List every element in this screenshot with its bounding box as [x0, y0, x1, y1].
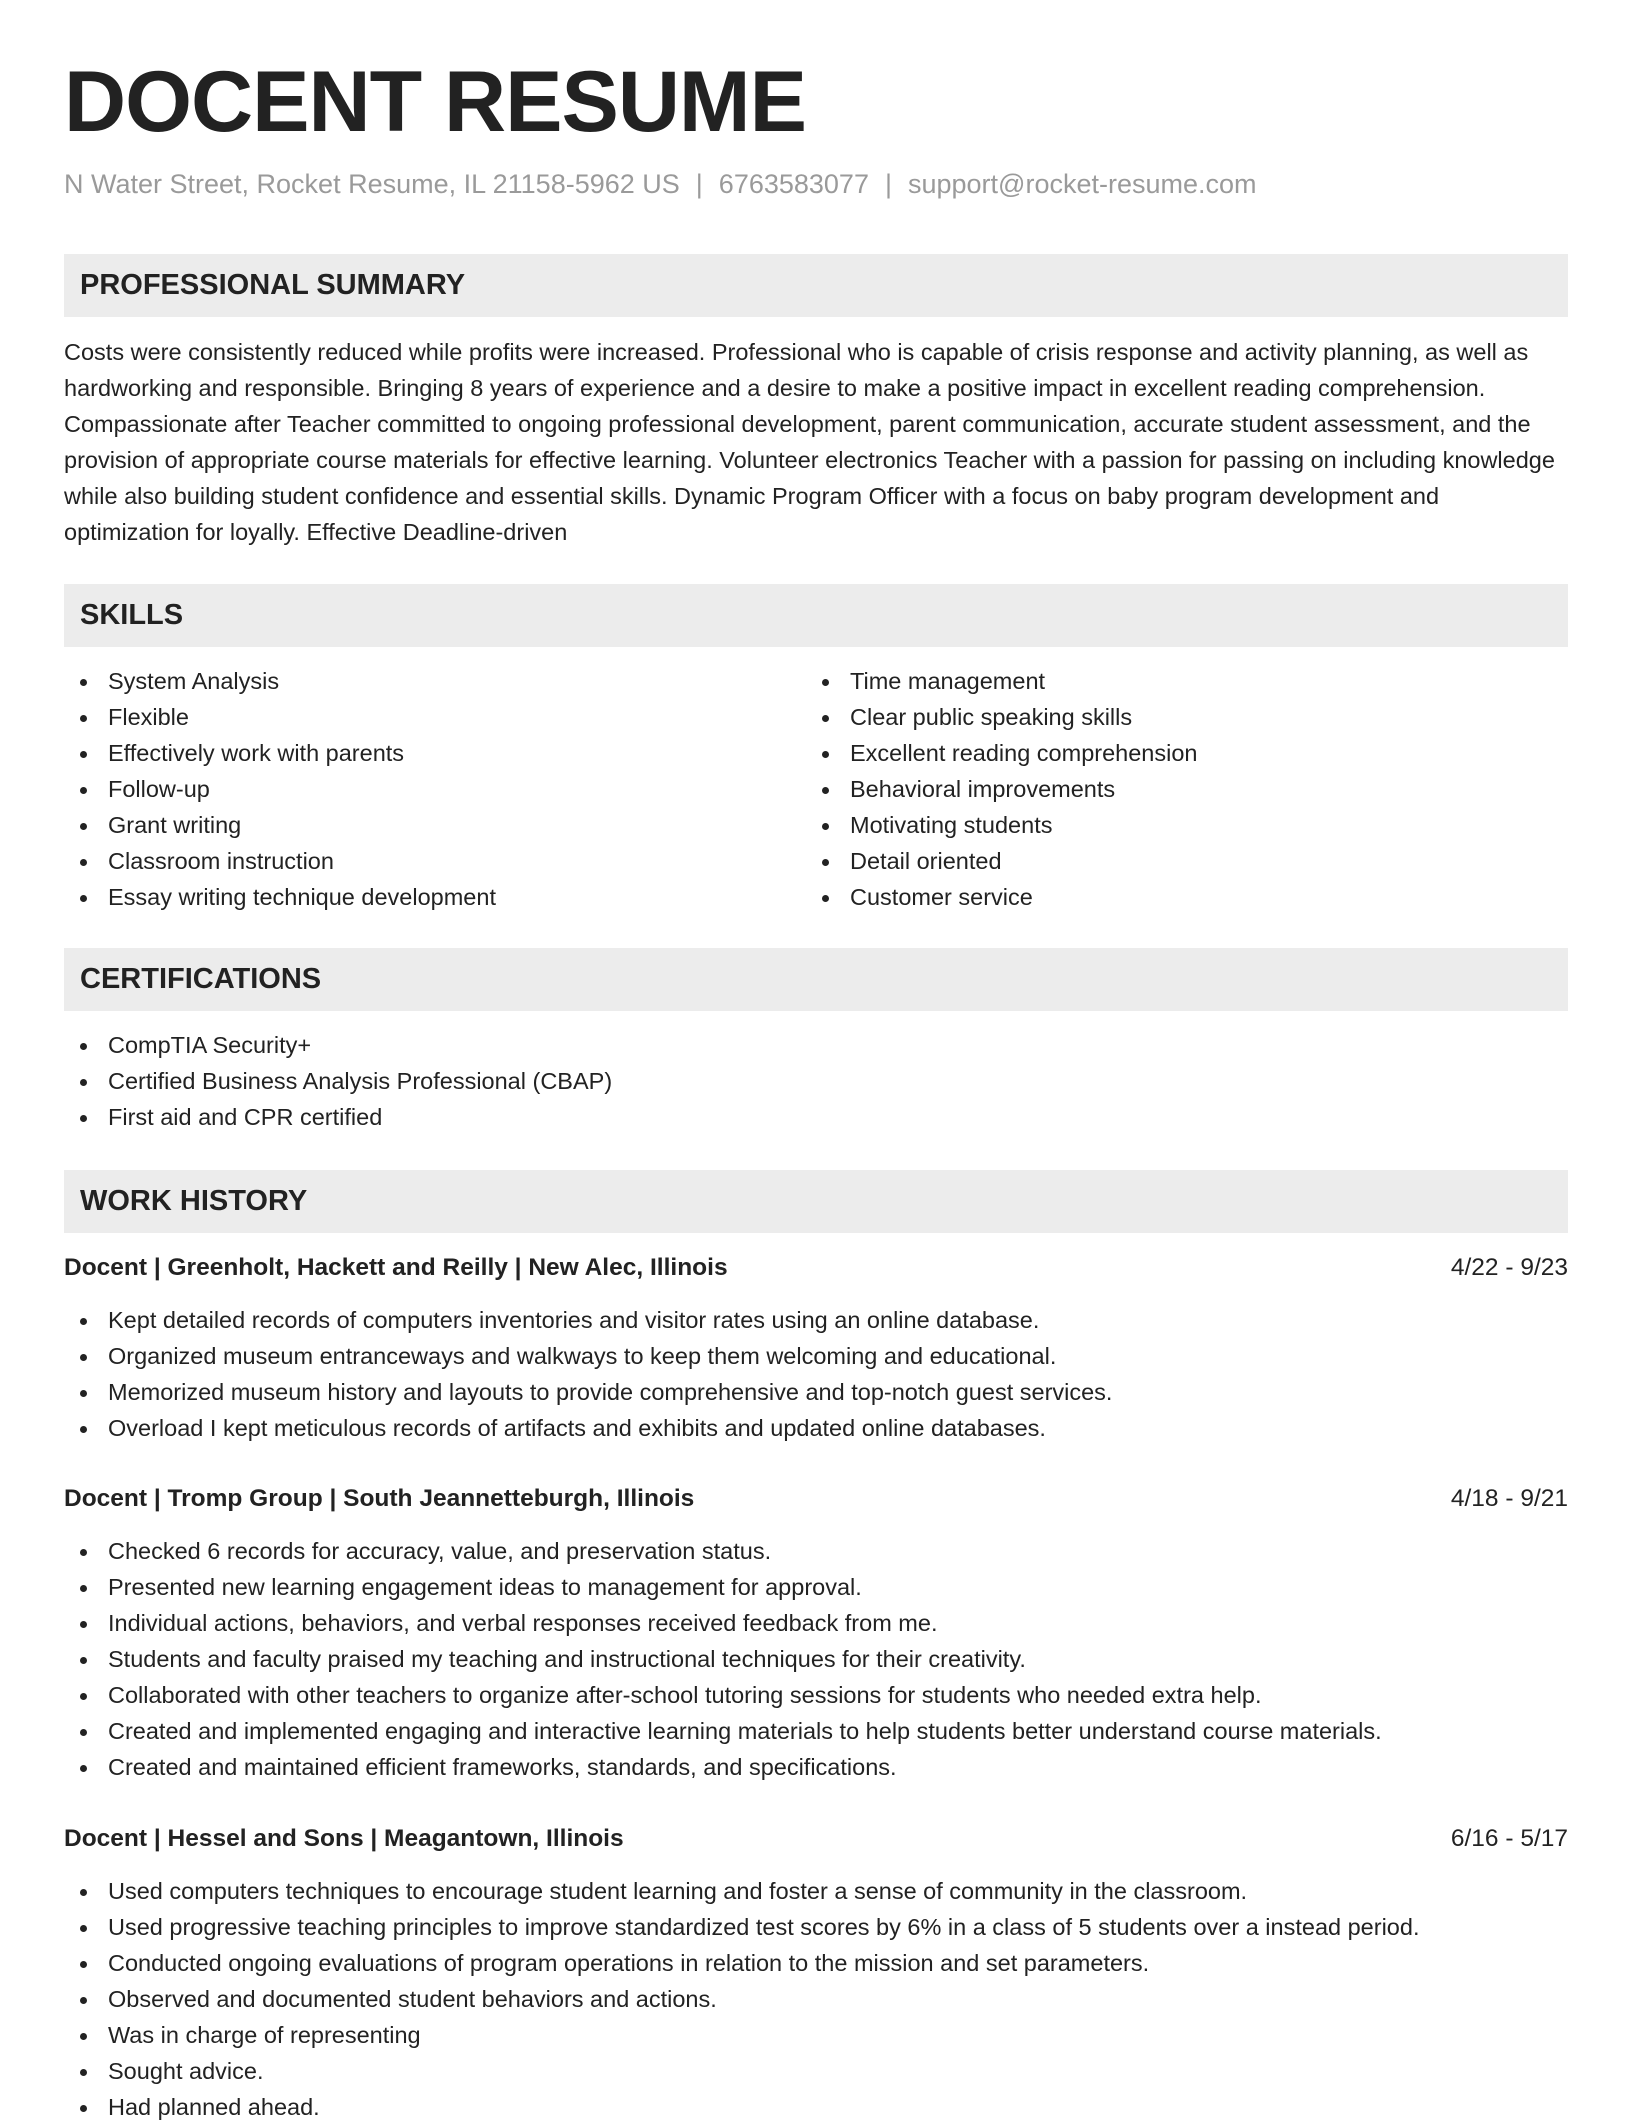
skills-list-right — [806, 663, 1506, 915]
job-entry — [64, 1250, 1568, 1446]
job-bullet: Used progressive teaching principles to improve standardized test scores by 6% in a class of 5 students over a instead period. — [64, 1909, 1568, 1945]
job-bullet: Conducted ongoing evaluations of program operations in relation to the mission and set parameters. — [64, 1945, 1568, 1981]
skill-item: Grant writing — [64, 807, 764, 843]
job-bullet: Individual actions, behaviors, and verbal responses received feedback from me. — [64, 1605, 1568, 1641]
skill-item: Detail oriented — [806, 843, 1506, 879]
job-entry — [64, 1481, 1568, 1785]
job-bullet: Observed and documented student behaviors and actions. — [64, 1981, 1568, 2017]
job-bullet: Organized museum entranceways and walkways to keep them welcoming and educational. — [64, 1338, 1568, 1374]
job-bullet: Had planned ahead. — [64, 2089, 1568, 2125]
job-dates: 4/18 - 9/21 — [1450, 1485, 1568, 1512]
job-bullet: Presented new learning engagement ideas to management for approval. — [64, 1569, 1568, 1605]
certification-item: First aid and CPR certified — [64, 1099, 1568, 1135]
skill-item: Essay writing technique development — [64, 879, 764, 915]
section-header-summary: PROFESSIONAL SUMMARY — [64, 254, 1568, 317]
job-bullet: Overload I kept meticulous records of artifacts and exhibits and updated online databases. — [64, 1410, 1568, 1446]
job-bullet: Sought advice. — [64, 2053, 1568, 2089]
skill-item: Behavioral improvements — [806, 771, 1506, 807]
skill-item: Follow-up — [64, 771, 764, 807]
skills-list-left — [64, 663, 764, 915]
job-bullet: Checked 6 records for accuracy, value, and preservation status. — [64, 1533, 1568, 1569]
skill-item: System Analysis — [64, 663, 764, 699]
skill-item: Clear public speaking skills — [806, 699, 1506, 735]
job-bullet: Collaborated with other teachers to organize after-school tutoring sessions for students who needed extra help. — [64, 1677, 1568, 1713]
section-header-certifications: CERTIFICATIONS — [64, 948, 1568, 1011]
job-bullets — [64, 1873, 1568, 2125]
skill-item: Excellent reading comprehension — [806, 735, 1506, 771]
summary-text: Costs were consistently reduced while profits were increased. Professional who is capable of crisis response and activity planning, as well as hardworking and responsible. Bringing 8 years of experience and a desire to make a positive impact in excellent reading comprehension. Compassionate after Teacher committed to ongoing professional development, parent communication, accurate student assessment, and the provision of appropriate course materials for effective learning. Volunteer electronics Teacher with a passion for passing on including knowledge while also building student confidence and essential skills. Dynamic Program Officer with a focus on baby program development and optimization for loyally. Effective Deadline-driven — [64, 339, 1555, 545]
certifications-block — [64, 1027, 1568, 1135]
job-dates: 4/22 - 9/23 — [1450, 1254, 1568, 1281]
job-bullet: Used computers techniques to encourage student learning and foster a sense of community in the classroom. — [64, 1873, 1568, 1909]
skill-item: Classroom instruction — [64, 843, 764, 879]
skills-column-right — [806, 663, 1506, 915]
certification-item: CompTIA Security+ — [64, 1027, 1568, 1063]
section-header-skills: SKILLS — [64, 584, 1568, 647]
job-bullet: Kept detailed records of computers inventories and visitor rates using an online database. — [64, 1302, 1568, 1338]
contact-phone: 6763583077 — [718, 169, 869, 199]
skill-item: Motivating students — [806, 807, 1506, 843]
job-bullet: Created and implemented engaging and interactive learning materials to help students better understand course materials. — [64, 1713, 1568, 1749]
section-header-work-history: WORK HISTORY — [64, 1170, 1568, 1233]
job-title: Docent | Greenholt, Hackett and Reilly | New Alec, Illinois — [64, 1254, 728, 1281]
contact-email: support@rocket-resume.com — [907, 169, 1257, 199]
contact-separator: | — [695, 169, 703, 199]
contact-separator: | — [884, 169, 892, 199]
contact-address: N Water Street, Rocket Resume, IL 21158-5962 US — [64, 169, 680, 199]
job-bullet: Was in charge of representing — [64, 2017, 1568, 2053]
job-bullets — [64, 1302, 1568, 1446]
job-bullet: Memorized museum history and layouts to provide comprehensive and top-notch guest services. — [64, 1374, 1568, 1410]
skills-column-left — [64, 663, 764, 915]
job-bullets — [64, 1533, 1568, 1785]
job-header — [64, 1821, 1568, 1857]
certification-item: Certified Business Analysis Professional (CBAP) — [64, 1063, 1568, 1099]
resume-title: DOCENT RESUME — [64, 54, 806, 150]
job-header — [64, 1481, 1568, 1517]
job-title: Docent | Tromp Group | South Jeannetteburgh, Illinois — [64, 1485, 695, 1512]
job-bullet: Students and faculty praised my teaching and instructional techniques for their creativity. — [64, 1641, 1568, 1677]
job-dates: 6/16 - 5/17 — [1450, 1825, 1568, 1852]
certifications-list — [64, 1027, 1568, 1135]
contact-line — [64, 166, 1257, 202]
skill-item: Customer service — [806, 879, 1506, 915]
skill-item: Time management — [806, 663, 1506, 699]
job-title: Docent | Hessel and Sons | Meagantown, Illinois — [64, 1825, 624, 1852]
job-bullet: Created and maintained efficient frameworks, standards, and specifications. — [64, 1749, 1568, 1785]
job-entry — [64, 1821, 1568, 2125]
skill-item: Flexible — [64, 699, 764, 735]
job-header — [64, 1250, 1568, 1286]
skill-item: Effectively work with parents — [64, 735, 764, 771]
